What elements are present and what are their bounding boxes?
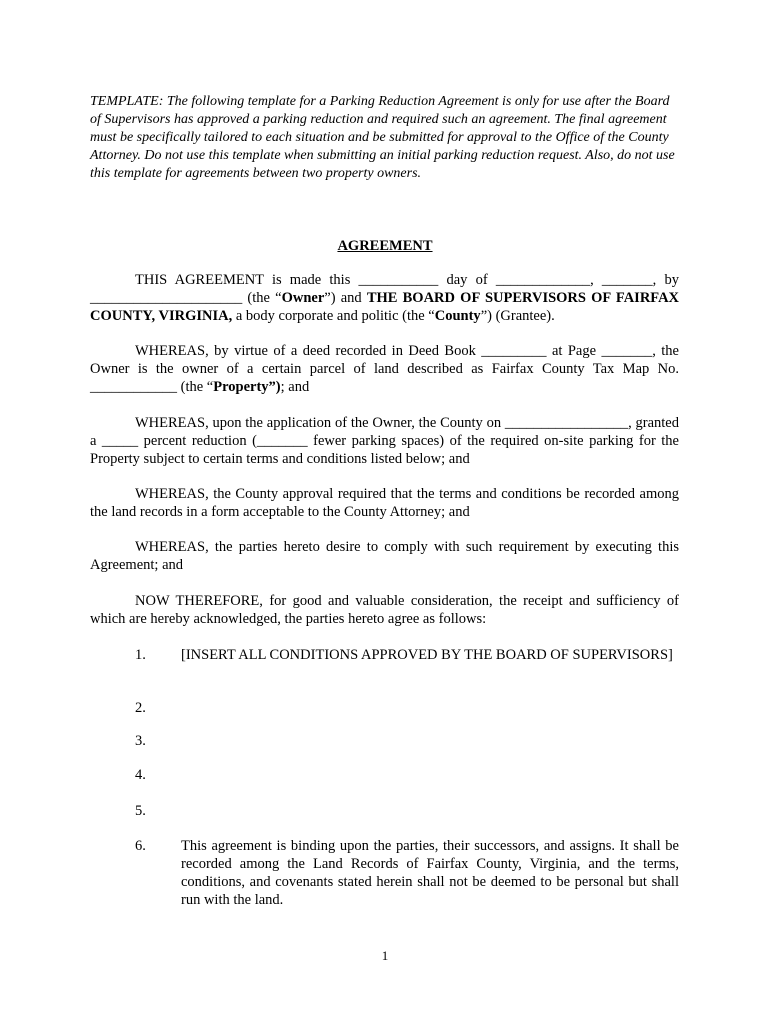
item-number: 1. [135,647,146,663]
item-number: 6. [135,838,146,854]
item-number: 4. [135,767,146,783]
item-text: [INSERT ALL CONDITIONS APPROVED BY THE BOARD OF SUPERVISORS] [181,647,673,663]
item-number: 5. [135,803,146,819]
whereas-deed-paragraph [90,342,679,396]
whereas1-text-b: ; and [280,379,310,395]
whereas3-text: WHEREAS, the County approval required that the terms and conditions be recorded among the land records in a form acceptable to the County Attorney; and [90,486,679,520]
item-number: 2. [135,700,146,716]
intro-text-c: a body corporate and politic (the “ [232,308,435,324]
county-term: County [434,308,481,324]
property-term: Property”) [213,379,281,395]
intro-text-b: ”) and [324,290,367,306]
agreement-title: AGREEMENT [337,238,433,254]
whereas4-text: WHEREAS, the parties hereto desire to comply with such requirement by executing this Agreement; and [90,539,679,573]
whereas1-text-a: WHEREAS, by virtue of a deed recorded in Deed Book _________ at Page _______, the Owner is the owner of a certain parcel of land described as Fairfax County Tax Map No. ____________ (the “ [90,343,679,395]
template-note: TEMPLATE: The following template for a Parking Reduction Agreement is only for use after the Board of Supervisors has approved a parking reduction and required such an agreement. The final agreement must be specifically tailored to each situation and be submitted for approval to the Office of the County Attorney. Do not use this template when submitting an initial parking reduction request. Also, do not use this template for agreements between two property owners. [90,94,675,181]
whereas2-text: WHEREAS, upon the application of the Owner, the County on _________________, granted a _____ percent reduction (_______ fewer parking spaces) of the required on-site parking for the Property subject to certain terms and conditions listed below; and [90,415,679,467]
item-number: 3. [135,733,146,749]
item-text: This agreement is binding upon the parties, their successors, and assigns. It shall be recorded among the Land Records of Fairfax County, Virginia, and the terms, conditions, and covenants stated herein shall not be deemed to be personal but shall run with the land. [181,838,679,908]
intro-text-a: THIS AGREEMENT is made this ___________ day of _____________, _______, by _____________________ (the “ [90,272,679,306]
page-number: 1 [381,948,389,963]
now-therefore-paragraph [90,592,679,628]
now-therefore-text: NOW THEREFORE, for good and valuable consideration, the receipt and sufficiency of which are hereby acknowledged, the parties hereto agree as follows: [90,593,679,627]
owner-term: Owner [281,290,325,306]
board-name: THE BOARD OF SUPERVISORS OF FAIRFAX COUNTY, VIRGINIA, [90,290,680,324]
whereas-reduction-paragraph [90,414,679,468]
whereas-comply-paragraph [90,538,679,574]
intro-paragraph [90,271,679,325]
whereas-recording-paragraph [90,485,679,521]
intro-text-d: ”) (Grantee). [480,308,555,324]
